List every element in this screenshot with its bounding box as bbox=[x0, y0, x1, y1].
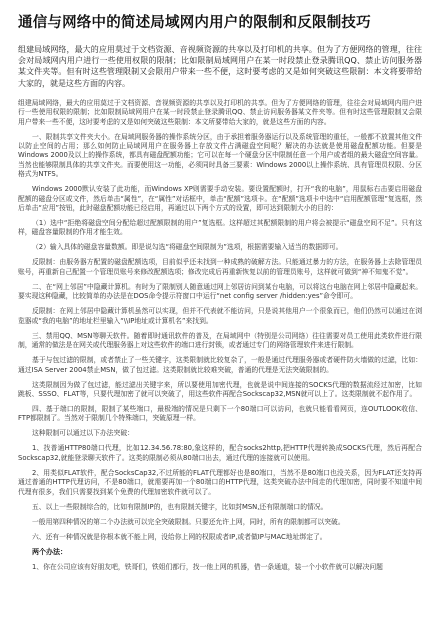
body-paragraph: 六、还有一种情况就是你根本就不能上网，没给你上网的权限或者IP,或者做IP与MAC地址绑定了。 bbox=[32, 532, 327, 541]
body-paragraph: （2）输入具体的磁盘容量数额。即是说勾选“将磁盘空间限制为”选项，根据需要输入适当的数据即可。 bbox=[32, 243, 343, 252]
body-paragraph: 组建局域网络，最大的应用莫过于文档资源、音视频资源的共享以及打印机的共享。但为了方便网络的管理，往往会对局域网内用户进行一些使用权限的限制；比如限制局域网用户在某一时段禁止登录腾讯QQ、禁止访问服务器某文件夹等。但有时这些管理限制又会限用户带来一些不便，这时要考虑的又是如何突破这些限制：本文将要带给大家的，就是这些方面的内容。 bbox=[18, 45, 422, 88]
document-body bbox=[18, 44, 422, 572]
body-paragraph: 1、找普通HTTP80端口代理，比如12.34.56.78:80,象这样的，配合socks2http,把HTTP代理转换成SOCKS代理，然后再配合Sockscap32,就能登录聊天软件了。这类的限制必须从80端口出去，通过代理的连接就可以使用。 bbox=[18, 444, 422, 462]
body-paragraph: 一、限制共享文件夹大小。在局域网服务器的操作系统分区，由于承担着服务器运行以及系统管理的重任，一般都不放置其他文件以防止空间的占用；那么如何防止局域网用户在服务器上存放文件占满磁盘空间呢？解决的办法就是使用磁盘配额功能。但要是Windows 2000及以上的操作系统，都具有磁盘配额功能；它可以在每一个硬盘分区中限制任意一个用户或者组的最大磁盘空间容量。当然也能够限制具体的共享文件夹。而要使用这一功能，必须同时具备三要素：Windows 2000以上操作系统、具有管理员权限、分区格式为NTFS。 bbox=[18, 132, 422, 179]
body-paragraph: 三、禁用QQ、MSN等聊天软件。随着即时通讯软件的普及，在局域网中（特别是公司网络）往往需要对员工使用此类软件进行限制，通常的做法是在网关或代理服务器上对这些软件的端口进行封锁，或者通过专门的网络管理软件来进行限制。 bbox=[18, 331, 422, 350]
body-paragraph: 1、你在公司应该有好朋友吧，铁哥们，铁姐们都行，找一他上网的机器，借一条通道，装一个小软件就可以解决问题 bbox=[32, 562, 383, 571]
document-title: 通信与网络中的简述局域网内用户的限制和反限制技巧 bbox=[18, 15, 371, 31]
body-paragraph: 2、用类似FLAT软件，配合SocksCap32,不过所能的FLAT代理都好也是80端口，当然不是80端口也没关系，因为FLAT还支持再通过普通的HTTP代理访问，不是80端口，就需要再加一个80端口的HTTP代理，这类突破办法中间走的代理加密，同时要不知道中间代理有很多，我们只需要找到某个免费的代理加密软件就可以了。 bbox=[18, 468, 422, 496]
body-paragraph: 两个办法： bbox=[32, 547, 67, 556]
body-paragraph: Windows 2000默认安装了此功能，而Windows XP则需要手动安装。要设置配额时，打开“我的电脑”，用鼠标右击要启用磁盘配额的磁盘分区或文件，然后单击“属性”，在“属性”对话框中，单击“配额”选项卡。在“配额”选项卡中选中“启用配额管理”复选框，然后单击“应用”按钮，此时磁盘配额功能已经启用，再通过以下两个方式的设置，即可达到限制大小的目的： bbox=[18, 185, 422, 213]
body-paragraph: 二、在“网上邻居”中隐藏计算机。有时为了限制别人随意通过网上邻居访问到某台电脑，可以将这台电脑在网上邻居中隐藏起来。要实现这种隐藏，比较简单的办法是在DOS命令提示符窗口中运行“net config server /hidden:yes”命令即可。 bbox=[18, 282, 422, 301]
body-paragraph: 基于与包过滤的限制，或者禁止了一些关键字，这类限制就比较复杂了，一般是通过代理服务器或者硬件防火墙做的过滤，比如：通过ISA Server 2004禁止MSN，做了包过滤。这类限制就比较难突破，普通的代理是无法突破限制的。 bbox=[18, 356, 422, 374]
body-paragraph: 四、基于端口的限制，限制了某些端口，最极端的情况是只剩下一个80端口可以访问，也就只能看看网页，连OUTLOOK收信、FTP都限制了。当然对于限制几个特殊端口，突破原理一样。 bbox=[18, 404, 422, 423]
body-paragraph: 一般用第四种情况的第二个办法就可以完全突破限制。只要还允许上网，同时，所有的限制都可以突破。 bbox=[32, 517, 345, 526]
body-paragraph: （1）选中“拒绝将磁盘空间分配给超过配额限制的用户”复选框。这样超过其配额限制的用户将会被提示“磁盘空间不足”。只有这样，磁盘容量限制的作用才能生效。 bbox=[18, 219, 422, 237]
body-paragraph: 反限制：由服务器方配置的磁盘配额选项，目前似乎还未找到一种成熟的破解方法。只能通过暴力的方法，在服务器上去除管理员账号，再重新自己配置一个管理员账号来修改配额选项；修改完成后再重新恢复以前的管理员账号，这样就可做到“神不知鬼不觉”。 bbox=[18, 258, 422, 276]
body-paragraph: 反限制：在网上邻居中隐藏计算机虽然可以实现，但并不代表就不能访问，只是说其他用户一个很象而已，他们仍然可以通过在浏览器或“我的电脑”的地址栏里输入“\\IP地址或计算机名”来找到。 bbox=[18, 307, 422, 325]
body-paragraph: 组建局域网络，最大的应用莫过于文档资源、音视频资源的共享以及打印机的共享。但为了方便网络的管理，往往会对局域网内用户进行一些使用权限的限制；比如限制局域网用户在某一时段禁止登录腾讯QQ、禁止访问服务器某文件夹等。但有时这些管理限制又会限用户带来一些不便，这时要考虑的又是如何突破这些限制：本文所要带给大家的，就是这些方面的内容。 bbox=[18, 98, 422, 126]
body-paragraph: 这种限制可以通过以下办法突破： bbox=[32, 429, 134, 438]
body-paragraph: 五、以上一些限制综合的，比如有限制IP的，也有限制关键字，比如封MSN,还有限制端口的情况。 bbox=[32, 502, 328, 511]
body-paragraph: 这类限制因为做了包过滤，能过滤出关键字来，所以要使用加密代理，也就是说中间连接的SOCKS代理的数据流经过加密，比如跳板、SSSO、FLAT等，只要代理加密了就可以突破了，用这些软件再配合Sockscap32,MSN就可以上了。这类限制就不起作用了。 bbox=[18, 380, 422, 398]
